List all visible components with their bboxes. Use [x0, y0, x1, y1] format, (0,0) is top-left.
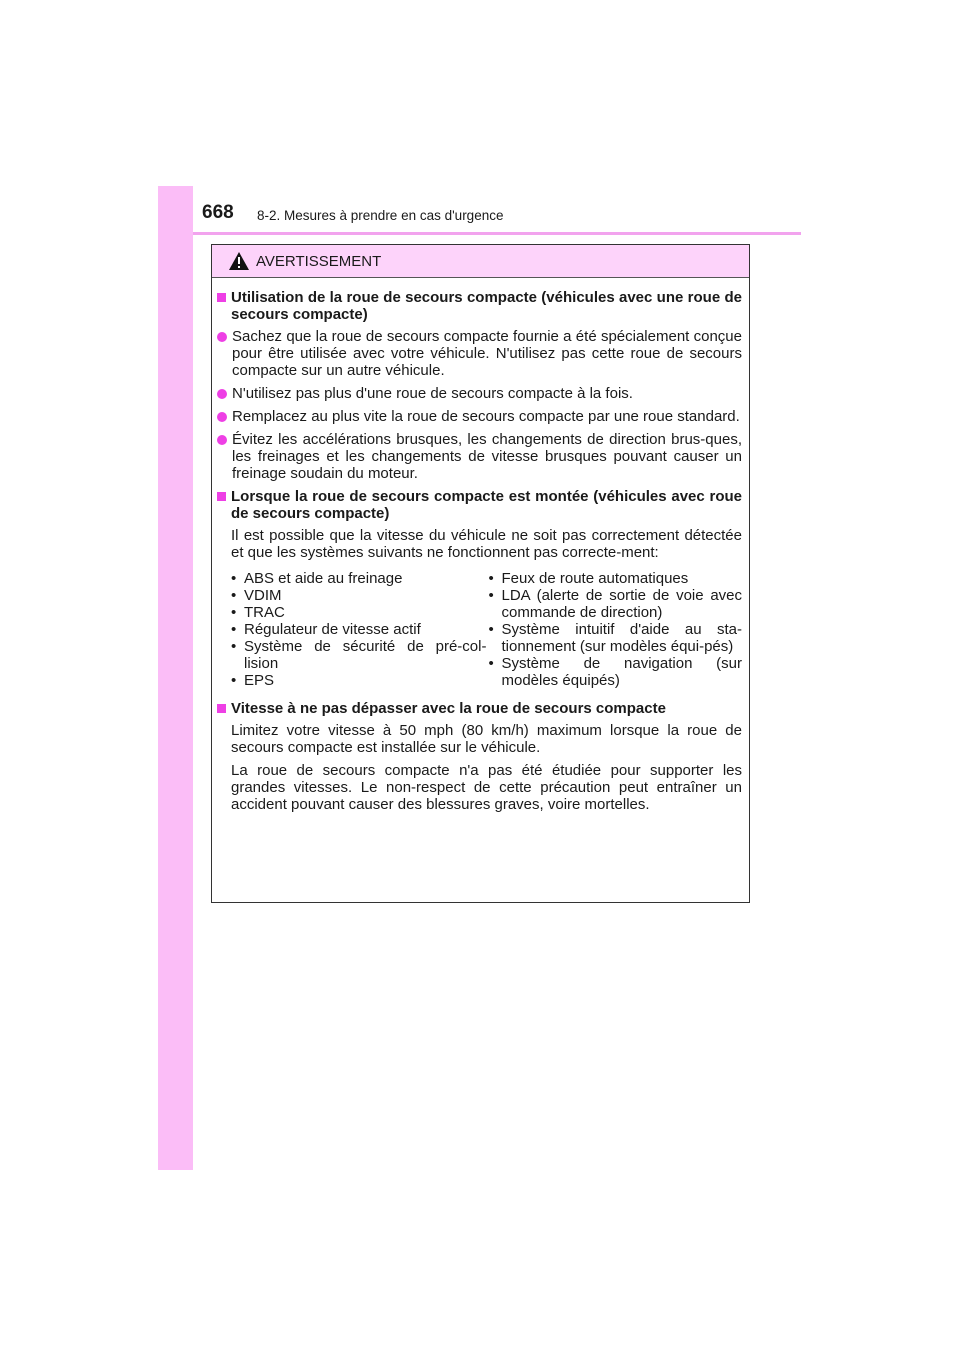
- system-item: • Système intuitif d'aide au sta-tionnement (sur modèles équi-pés): [488, 621, 742, 655]
- system-item: • Système de sécurité de pré-col-lision: [231, 638, 487, 672]
- systems-list: [217, 570, 742, 689]
- system-item: • TRAC: [231, 604, 285, 621]
- section-spare-wheel-use: [217, 289, 742, 482]
- header-rule: [193, 232, 801, 235]
- list-item: N'utilisez pas plus d'une roue de secours compacte à la fois.: [217, 385, 742, 402]
- section-heading: Utilisation de la roue de secours compacte (véhicules avec une roue de secours compacte): [217, 289, 742, 323]
- page-number: 668: [202, 202, 234, 223]
- square-bullet-icon: [217, 293, 226, 302]
- square-bullet-icon: [217, 492, 226, 501]
- system-item: • Régulateur de vitesse actif: [231, 621, 421, 638]
- paragraph: La roue de secours compacte n'a pas été étudiée pour supporter les grandes vitesses. Le non-respect de cette précaution peut entraîner un accident pouvant causer des blessures graves, voire mortelles.: [231, 762, 742, 813]
- section-heading: Lorsque la roue de secours compacte est montée (véhicules avec roue de secours compacte): [217, 488, 742, 522]
- warning-box: [211, 244, 750, 903]
- round-bullet-icon: [217, 332, 227, 342]
- warning-content: [212, 278, 749, 813]
- warning-triangle-icon: [228, 251, 250, 271]
- section-spare-wheel-mounted: [217, 488, 742, 689]
- square-bullet-icon: [217, 704, 226, 713]
- system-item: • ABS et aide au freinage: [231, 570, 403, 587]
- section-speed-limit: [217, 700, 742, 813]
- paragraph: Limitez votre vitesse à 50 mph (80 km/h) maximum lorsque la roue de secours compacte est installée sur le véhicule.: [231, 722, 742, 756]
- warning-header: [212, 245, 749, 278]
- systems-column-left: [231, 570, 486, 689]
- side-color-strip: [158, 186, 193, 1170]
- system-item: • VDIM: [231, 587, 282, 604]
- section-title: 8-2. Mesures à prendre en cas d'urgence: [257, 208, 504, 223]
- round-bullet-icon: [217, 389, 227, 399]
- list-item: Remplacez au plus vite la roue de secours compacte par une roue standard.: [217, 408, 742, 425]
- section-intro: Il est possible que la vitesse du véhicule ne soit pas correctement détectée et que les systèmes suivants ne fonctionnent pas correcte-ment:: [231, 527, 742, 561]
- round-bullet-icon: [217, 412, 227, 422]
- list-item: Sachez que la roue de secours compacte fournie a été spécialement conçue pour être utilisée avec votre véhicule. N'utilisez pas cette roue de secours compacte sur un autre véhicule.: [217, 328, 742, 379]
- systems-column-right: [488, 570, 742, 689]
- system-item: • EPS: [231, 672, 275, 689]
- warning-title: AVERTISSEMENT: [256, 252, 382, 270]
- list-item: Évitez les accélérations brusques, les changements de direction brus-ques, les freinages et les changements de vitesse brusques pouvant causer un freinage soudain du moteur.: [217, 431, 742, 482]
- system-item: • LDA (alerte de sortie de voie avec commande de direction): [488, 587, 742, 621]
- section-heading: Vitesse à ne pas dépasser avec la roue de secours compacte: [217, 700, 742, 717]
- system-item: • Feux de route automatiques: [488, 570, 689, 587]
- round-bullet-icon: [217, 435, 227, 445]
- system-item: • Système de navigation (sur modèles équipés): [488, 655, 742, 689]
